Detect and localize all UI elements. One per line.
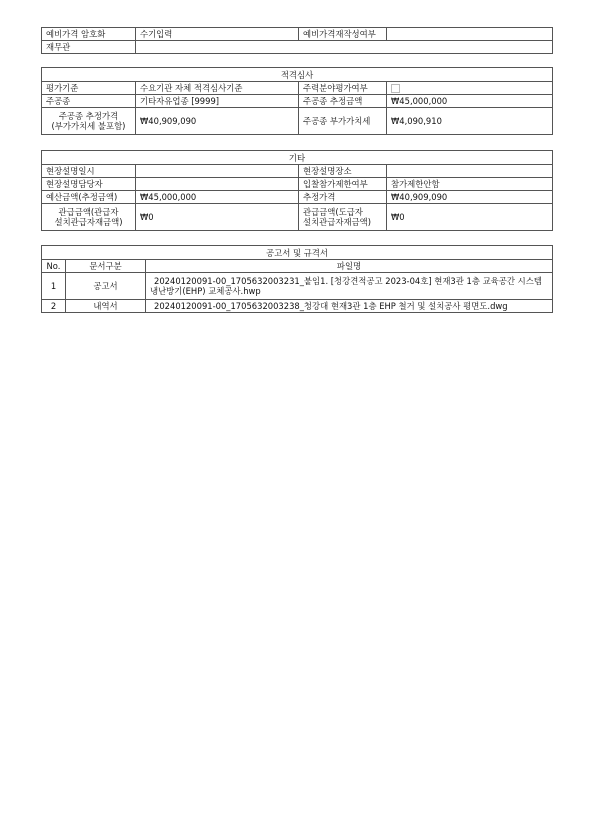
documents-title: 공고서 및 규격서 <box>42 246 553 260</box>
contractor-supplied-amount-value: ₩0 <box>387 204 553 231</box>
col-header-filename: 파일명 <box>146 260 553 273</box>
main-field-evaluation-label: 주력분야평가여부 <box>299 82 387 95</box>
prelim-price-encryption-value: 수기입력 <box>136 28 299 41</box>
doc-filename-link[interactable] <box>146 273 553 300</box>
prelim-price-rewrite-label: 예비가격재작성여부 <box>299 28 387 41</box>
contractor-supplied-amount-label <box>299 204 387 231</box>
main-work-estimated-price-label-line2: (부가가치세 불포함) <box>51 121 126 131</box>
site-briefing-place-label: 현장설명장소 <box>299 165 387 178</box>
other-title-row <box>42 151 553 165</box>
table-row <box>42 300 553 313</box>
doc-filename-line1: 20240120091-00_1705632003238_청강대 현재3관 1층 EHP 철거 및 설치공사 평면도.dwg <box>154 301 508 311</box>
contractor-supplied-amount-label-line1: 관급금액(도급자 <box>303 207 363 217</box>
main-field-evaluation-cell <box>387 82 553 95</box>
site-briefing-place-value <box>387 165 553 178</box>
doc-filename-link[interactable] <box>146 300 553 313</box>
top-table <box>41 27 553 54</box>
main-work-estimated-price-value: ₩40,909,090 <box>136 108 299 135</box>
doc-no: 1 <box>42 273 66 300</box>
other-table <box>41 150 553 231</box>
budget-amount-value: ₩45,000,000 <box>136 191 299 204</box>
site-briefing-manager-value <box>136 178 299 191</box>
evaluation-row-1 <box>42 82 553 95</box>
estimated-price-label: 추정가격 <box>299 191 387 204</box>
finance-officer-label: 재무관 <box>42 41 136 54</box>
other-title: 기타 <box>42 151 553 165</box>
doc-type: 공고서 <box>66 273 146 300</box>
other-row-4 <box>42 204 553 231</box>
other-row-2 <box>42 178 553 191</box>
evaluation-table <box>41 67 553 135</box>
evaluation-row-2 <box>42 95 553 108</box>
evaluation-criteria-label: 평가기준 <box>42 82 136 95</box>
other-row-3 <box>42 191 553 204</box>
top-row-1 <box>42 28 553 41</box>
evaluation-title-row <box>42 68 553 82</box>
govt-supplied-amount-label-line1: 관급금액(관급자 <box>58 207 119 217</box>
finance-officer-value <box>136 41 553 54</box>
documents-title-row <box>42 246 553 260</box>
evaluation-title: 적격심사 <box>42 68 553 82</box>
doc-no: 2 <box>42 300 66 313</box>
site-briefing-manager-label: 현장설명담당자 <box>42 178 136 191</box>
top-row-2 <box>42 41 553 54</box>
doc-filename-line1: 20240120091-00_1705632003231_붙임1. [청강견적공고 2023-04호] 현재3관 1층 교육공간 시스템 <box>154 276 542 286</box>
contractor-supplied-amount-label-line2: 설치관급자재금액) <box>303 217 371 227</box>
table-row <box>42 273 553 300</box>
govt-supplied-amount-label <box>42 204 136 231</box>
site-briefing-datetime-label: 현장설명일시 <box>42 165 136 178</box>
main-work-vat-value: ₩4,090,910 <box>387 108 553 135</box>
evaluation-criteria-value: 수요기관 자체 적격심사기준 <box>136 82 299 95</box>
main-work-estimated-price-label-line1: 주공종 추정가격 <box>58 111 119 121</box>
other-row-1 <box>42 165 553 178</box>
govt-supplied-amount-label-line2: 설치관급자재금액) <box>54 217 123 227</box>
main-work-estimated-price-label <box>42 108 136 135</box>
prelim-price-rewrite-value <box>387 28 553 41</box>
main-work-vat-label: 주공종 부가가치세 <box>299 108 387 135</box>
main-field-evaluation-checkbox[interactable] <box>391 84 400 93</box>
site-briefing-datetime-value <box>136 165 299 178</box>
doc-filename-line2: 냉난방기(EHP) 교체공사.hwp <box>150 286 261 296</box>
documents-header-row <box>42 260 553 273</box>
budget-amount-label: 예산금액(추정금액) <box>42 191 136 204</box>
col-header-no: No. <box>42 260 66 273</box>
documents-table <box>41 245 553 313</box>
bid-restriction-label: 입찰참가제한여부 <box>299 178 387 191</box>
prelim-price-encryption-label: 예비가격 암호화 <box>42 28 136 41</box>
doc-type: 내역서 <box>66 300 146 313</box>
govt-supplied-amount-value: ₩0 <box>136 204 299 231</box>
bid-restriction-value: 참가제한안함 <box>387 178 553 191</box>
main-work-estimated-amount-value: ₩45,000,000 <box>387 95 553 108</box>
estimated-price-value: ₩40,909,090 <box>387 191 553 204</box>
main-work-estimated-amount-label: 주공종 추정금액 <box>299 95 387 108</box>
evaluation-row-3 <box>42 108 553 135</box>
main-work-type-value: 기타자유업종 [9999] <box>136 95 299 108</box>
main-work-type-label: 주공종 <box>42 95 136 108</box>
col-header-doc-type: 문서구분 <box>66 260 146 273</box>
